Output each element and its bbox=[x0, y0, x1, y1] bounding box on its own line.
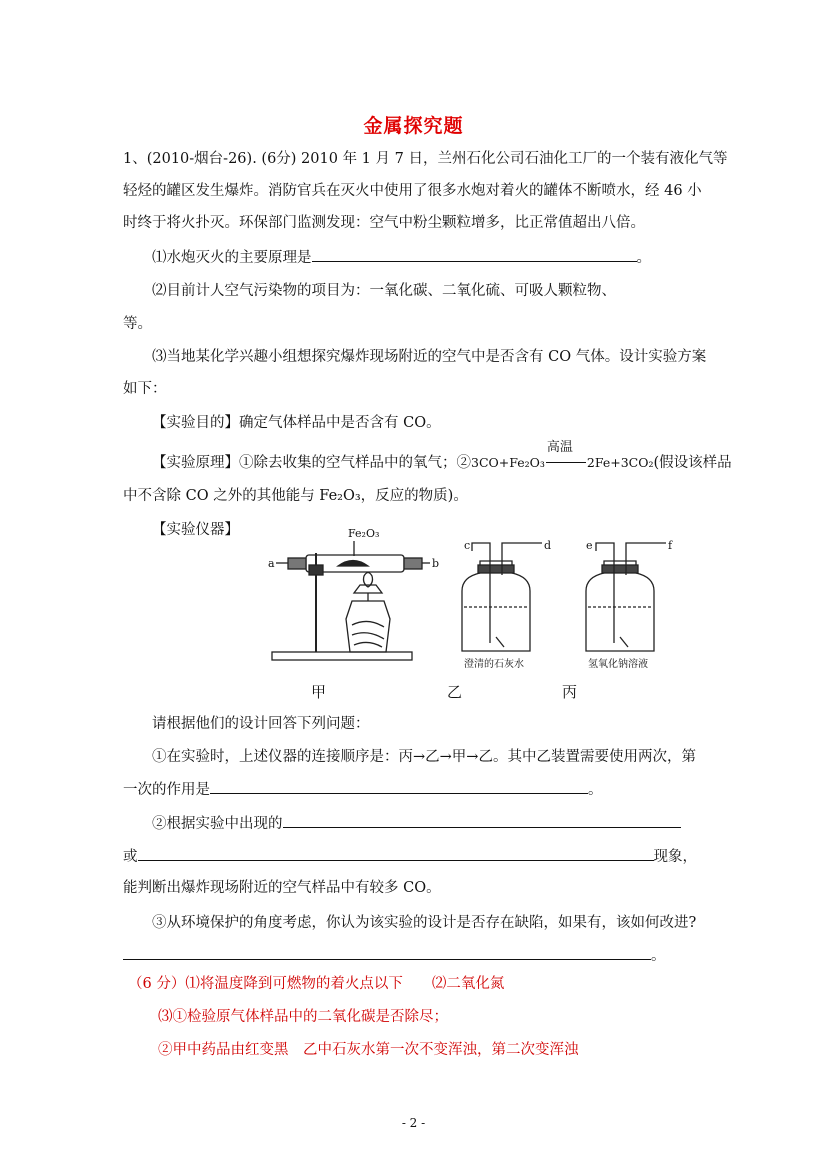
principle-note: (假设该样品 bbox=[653, 455, 732, 471]
subquestion-1-end: 。 bbox=[636, 250, 651, 266]
answer-blank[interactable] bbox=[312, 247, 637, 262]
caption-bing: 丙 bbox=[562, 683, 578, 701]
subquestion-3-line-1: ⑶当地某化学兴趣小组想探究爆炸现场附近的空气中是否含有 CO 气体。设计实验方案 bbox=[152, 349, 707, 365]
condition-bar bbox=[546, 462, 586, 463]
fe2o3-powder bbox=[338, 561, 368, 567]
tube-stopper-right bbox=[404, 558, 422, 569]
answer-blank[interactable] bbox=[283, 813, 681, 828]
caption-yi: 乙 bbox=[447, 683, 463, 701]
step-1-end: 。 bbox=[588, 782, 603, 798]
apparatus-yi bbox=[462, 543, 542, 651]
answer-blank[interactable] bbox=[138, 846, 654, 861]
question-intro-line-1: 1、(2010-烟台-26). (6分) 2010 年 1 月 7 日，兰州石化公司石油化工厂的一个装有液化气等 bbox=[123, 151, 728, 167]
limewater-pointer bbox=[496, 637, 504, 647]
stopper-yi bbox=[478, 565, 514, 573]
principle-text: 【实验原理】①除去收集的空气样品中的氧气；② bbox=[152, 455, 471, 471]
subquestion-1 bbox=[152, 247, 651, 268]
step-2-line-3: 能判断出爆炸现场附近的空气样品中有较多 CO。 bbox=[123, 880, 441, 896]
equation-right: 2Fe+3CO₂ bbox=[586, 455, 654, 470]
label-c: c bbox=[464, 539, 471, 552]
step-1-line-2 bbox=[123, 779, 603, 800]
equation-left: 3CO+Fe₂O₃ bbox=[471, 455, 545, 470]
clamp bbox=[309, 565, 323, 575]
step-2-end: 现象， bbox=[653, 849, 697, 865]
stand-base bbox=[272, 652, 412, 660]
apparatus-jia bbox=[272, 541, 430, 660]
page-title: 金属探究题 bbox=[363, 115, 464, 137]
question-intro-line-2: 轻烃的罐区发生爆炸。消防官兵在灭火中使用了很多水炮对着火的罐体不断喷水，经 46 小 bbox=[123, 183, 702, 199]
answer-line-3: ②甲中药品由红变黑 乙中石灰水第一次不变浑浊，第二次变浑浊 bbox=[158, 1042, 579, 1058]
answer-line-1: （6 分）⑴将温度降到可燃物的着火点以下 ⑵二氧化氮 bbox=[128, 976, 505, 992]
subquestion-2-line-2 bbox=[123, 313, 152, 334]
answer-line-2: ⑶①检验原气体样品中的二氧化碳是否除尽； bbox=[158, 1009, 448, 1025]
question-intro-line-3: 时终于将火扑灭。环保部门监测发现：空气中粉尘颗粒增多，比正常值超出八倍。 bbox=[123, 215, 645, 231]
label-d: d bbox=[544, 539, 552, 552]
answer-blank[interactable] bbox=[123, 945, 651, 960]
apparatus-bing bbox=[586, 543, 666, 651]
experiment-instruments: 【实验仪器】 bbox=[152, 522, 239, 538]
tube-stopper-left bbox=[288, 558, 306, 569]
label-f: f bbox=[668, 539, 673, 552]
experiment-principle-line-1 bbox=[152, 440, 732, 473]
long-tube-c bbox=[472, 543, 490, 643]
step-2-text: ②根据实验中出现的 bbox=[152, 816, 283, 832]
step-1-line-1: ①在实验时，上述仪器的连接顺序是：丙→乙→甲→乙。其中乙装置需要使用两次，第 bbox=[152, 749, 696, 765]
stopper-bing bbox=[602, 565, 638, 573]
ask-line: 请根据他们的设计回答下列问题： bbox=[152, 716, 370, 732]
long-tube-e bbox=[596, 543, 614, 643]
subquestion-3-line-2: 如下： bbox=[123, 381, 167, 397]
label-limewater: 澄清的石灰水 bbox=[464, 659, 524, 670]
answer-blank[interactable] bbox=[210, 779, 588, 794]
label-b: b bbox=[432, 557, 440, 570]
apparatus-figure bbox=[268, 521, 698, 671]
condition-label: 高温 bbox=[546, 440, 573, 455]
caption-jia: 甲 bbox=[311, 683, 327, 701]
subquestion-1-text: ⑴水炮灭火的主要原理是 bbox=[152, 250, 312, 266]
page-number: - 2 - bbox=[401, 1116, 426, 1130]
label-e: e bbox=[586, 539, 593, 552]
step-3-line-1: ③从环境保护的角度考虑，你认为该实验的设计是否存在缺陷，如果有，该如何改进? bbox=[152, 915, 697, 931]
step-2-or: 或 bbox=[123, 849, 138, 865]
step-2-line-2 bbox=[123, 846, 697, 867]
lamp-wood-grain bbox=[352, 621, 384, 647]
experiment-purpose: 【实验目的】确定气体样品中是否含有 CO。 bbox=[152, 415, 441, 431]
step-2-line-1 bbox=[152, 813, 681, 834]
naoh-pointer bbox=[620, 637, 628, 647]
step-3-end: 。 bbox=[651, 948, 666, 964]
label-a: a bbox=[268, 557, 275, 570]
label-naoh: 氢氧化钠溶液 bbox=[588, 659, 648, 670]
subquestion-2-end: 等。 bbox=[123, 316, 152, 332]
reaction-condition bbox=[545, 440, 587, 473]
step-1-text: 一次的作用是 bbox=[123, 782, 210, 798]
lamp-shade bbox=[354, 585, 382, 593]
subquestion-2-line-1: ⑵目前计人空气污染物的项目为：一氧化碳、二氧化硫、可吸人颗粒物、 bbox=[152, 283, 616, 299]
step-3-line-2 bbox=[123, 945, 666, 966]
experiment-principle-line-2: 中不含除 CO 之外的其他能与 Fe₂O₃，反应的物质)。 bbox=[123, 488, 468, 504]
label-fe2o3: Fe₂O₃ bbox=[348, 527, 380, 540]
